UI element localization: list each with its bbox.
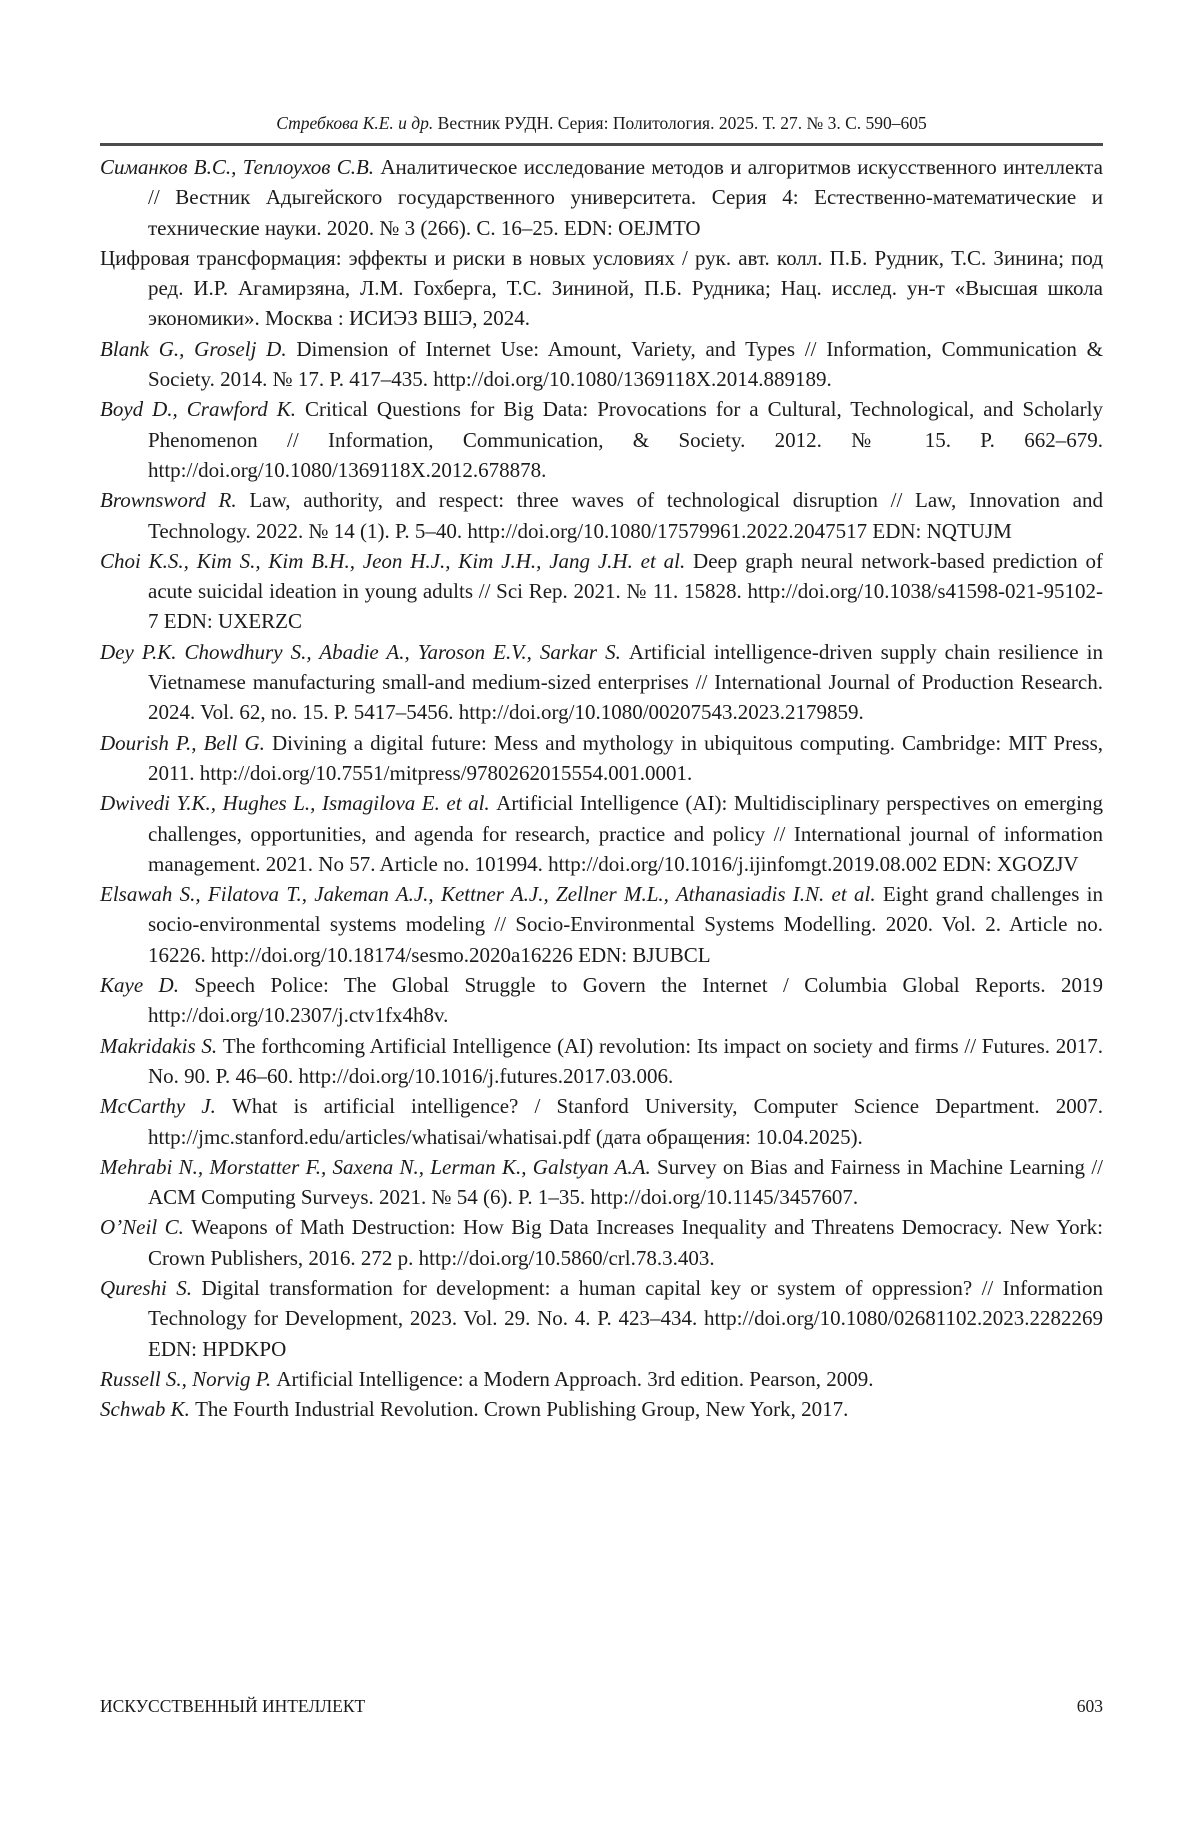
- reference-authors: Qureshi S.: [100, 1275, 202, 1300]
- reference-entry: [100, 1394, 1103, 1424]
- reference-authors: Симанков В.С., Теплоухов С.В.: [100, 155, 381, 179]
- reference-entry: [100, 879, 1103, 970]
- reference-entry: [100, 394, 1103, 485]
- reference-entry: [100, 1364, 1103, 1394]
- header-rule: [100, 143, 1103, 146]
- reference-authors: Boyd D., Crawford K.: [100, 397, 305, 422]
- reference-entry: [100, 546, 1103, 637]
- reference-text: Deep graph neural network-based prediction of acute suicidal ideation in young adults // Sci Rep. 2021. № 11. 15828. http://doi.org/10.1038/s41598-021-95102-7 EDN: UXERZC: [148, 548, 1104, 634]
- reference-authors: Blank G., Groselj D.: [100, 336, 297, 361]
- reference-authors: O’Neil C.: [100, 1215, 192, 1240]
- reference-authors: Mehrabi N., Morstatter F., Saxena N., Lerman K., Galstyan A.A.: [100, 1154, 658, 1179]
- reference-authors: Russell S., Norvig P.: [100, 1366, 277, 1391]
- reference-entry: [100, 1031, 1103, 1092]
- reference-list: [100, 152, 1103, 1424]
- reference-text: Weapons of Math Destruction: How Big Data Increases Inequality and Threatens Democracy. New York: Crown Publishers, 2016. 272 p. http://doi.org/10.5860/crl.78.3.403.: [148, 1215, 1103, 1270]
- reference-entry: [100, 637, 1103, 728]
- reference-authors: Brownsword R.: [100, 488, 250, 513]
- reference-authors: Choi K.S., Kim S., Kim B.H., Jeon H.J., Kim J.H., Jang J.H. et al.: [100, 548, 694, 573]
- reference-entry: [100, 1152, 1103, 1213]
- page-body: [100, 0, 1103, 1424]
- reference-entry: [100, 152, 1103, 243]
- reference-text: Artificial intelligence-driven supply chain resilience in Vietnamese manufacturing small-and medium-sized enterprises // International Journal of Production Research. 2024. Vol. 62, no. 15. P. 5417–5456. http://doi.org/10.1080/00207543.2023.2179859.: [148, 639, 1103, 725]
- reference-text: Аналитическое исследование методов и алгоритмов искусственного интеллекта // Вестник Адыгейского государственного университета. Серия 4: Естественно-математические и технические науки. 2020. № 3 (266). С. 16–25. EDN: OEJMTO: [148, 155, 1104, 240]
- reference-text: Law, authority, and respect: three waves of technological disruption // Law, Innovation and Technology. 2022. № 14 (1). P. 5–40. http://doi.org/10.1080/17579961.2022.2047517 EDN: NQTUJM: [148, 488, 1103, 543]
- footer-section-title: ИСКУССТВЕННЫЙ ИНТЕЛЛЕКТ: [100, 1696, 366, 1716]
- reference-entry: [100, 970, 1103, 1031]
- reference-authors: McCarthy J.: [100, 1094, 233, 1119]
- footer-page-number: 603: [1076, 1696, 1103, 1716]
- reference-authors: Dourish P., Bell G.: [100, 730, 272, 755]
- reference-authors: Schwab K.: [100, 1397, 196, 1422]
- reference-entry: [100, 334, 1103, 395]
- reference-text: The forthcoming Artificial Intelligence (AI) revolution: Its impact on society and firms // Futures. 2017. No. 90. P. 46–60. http://doi.org/10.1016/j.futures.2017.03.006.: [148, 1033, 1104, 1088]
- reference-authors: Kaye D.: [100, 973, 195, 998]
- reference-text: Digital transformation for development: a human capital key or system of oppression? // Information Technology for Development, 2023. Vol. 29. No. 4. P. 423–434. http://doi.org/10.1080/02681102.2023.2282269 EDN: HPDKPO: [148, 1275, 1103, 1361]
- reference-entry: [100, 1273, 1103, 1364]
- reference-authors: Elsawah S., Filatova T., Jakeman A.J., Kettner A.J., Zellner M.L., Athanasiadis I.N. et al.: [100, 882, 883, 907]
- reference-text: Dimension of Internet Use: Amount, Variety, and Types // Information, Communication & Society. 2014. № 17. P. 417–435. http://doi.org/10.1080/1369118X.2014.889189.: [148, 336, 1103, 392]
- running-head-authors: Стребкова К.Е. и др.: [276, 113, 434, 133]
- reference-text: Artificial Intelligence (AI): Multidisciplinary perspectives on emerging challenges, opportunities, and agenda for research, practice and policy // International journal of information management. 2021. No 57. Article no. 101994. http://doi.org/10.1016/j.ijinfomgt.2019.08.002 EDN: XGOZJV: [148, 791, 1103, 876]
- reference-entry: [100, 1212, 1103, 1273]
- reference-text: Critical Questions for Big Data: Provocations for a Cultural, Technological, and Scholarly Phenomenon // Information, Communication, & Society. 2012. № 15. P. 662–679. http://doi.org/10.1080/1369118X.2012.678878.: [148, 397, 1103, 482]
- reference-text: Divining a digital future: Mess and mythology in ubiquitous computing. Cambridge: MIT Press, 2011. http://doi.org/10.7551/mitpress/9780262015554.001.0001.: [148, 730, 1103, 785]
- reference-text: Artificial Intelligence: a Modern Approach. 3rd edition. Pearson, 2009.: [276, 1366, 874, 1391]
- reference-authors: Dwivedi Y.K., Hughes L., Ismagilova E. et al.: [100, 791, 497, 816]
- reference-entry: [100, 728, 1103, 789]
- running-head-citation: Вестник РУДН. Серия: Политология. 2025. Т. 27. № 3. С. 590–605: [437, 113, 927, 133]
- reference-text: Speech Police: The Global Struggle to Govern the Internet / Columbia Global Reports. 2019 http://doi.org/10.2307/j.ctv1fx4h8v.: [148, 973, 1103, 1028]
- reference-text: Eight grand challenges in socio-environmental systems modeling // Socio-Environmental Systems Modelling. 2020. Vol. 2. Article no. 16226. http://doi.org/10.18174/sesmo.2020a16226 EDN: BJUBCL: [148, 882, 1103, 967]
- running-head: [100, 0, 1103, 134]
- reference-entry: [100, 1091, 1103, 1152]
- reference-entry: [100, 485, 1103, 546]
- page-footer: [100, 1696, 1103, 1717]
- reference-authors: Dey P.K. Chowdhury S., Abadie A., Yaroson E.V., Sarkar S.: [100, 639, 629, 664]
- reference-authors: Makridakis S.: [100, 1033, 223, 1058]
- reference-text: Survey on Bias and Fairness in Machine Learning // ACM Computing Surveys. 2021. № 54 (6). P. 1–35. http://doi.org/10.1145/3457607.: [148, 1154, 1103, 1210]
- reference-entry: [100, 788, 1103, 879]
- reference-entry: [100, 243, 1103, 334]
- reference-text: What is artificial intelligence? / Stanford University, Computer Science Department. 2007. http://jmc.stanford.edu/articles/whatisai/whatisai.pdf (дата обращения: 10.04.2025).: [148, 1094, 1103, 1149]
- reference-text: The Fourth Industrial Revolution. Crown Publishing Group, New York, 2017.: [195, 1397, 849, 1422]
- reference-text: Цифровая трансформация: эффекты и риски в новых условиях / рук. авт. колл. П.Б. Рудник, Т.С. Зинина; под ред. И.Р. Агамирзяна, Л.М. Гохберга, Т.С. Зининой, П.Б. Рудника; Нац. исслед. ун-т «Высшая школа экономики». Москва : ИСИЭЗ ВШЭ, 2024.: [100, 245, 1103, 331]
